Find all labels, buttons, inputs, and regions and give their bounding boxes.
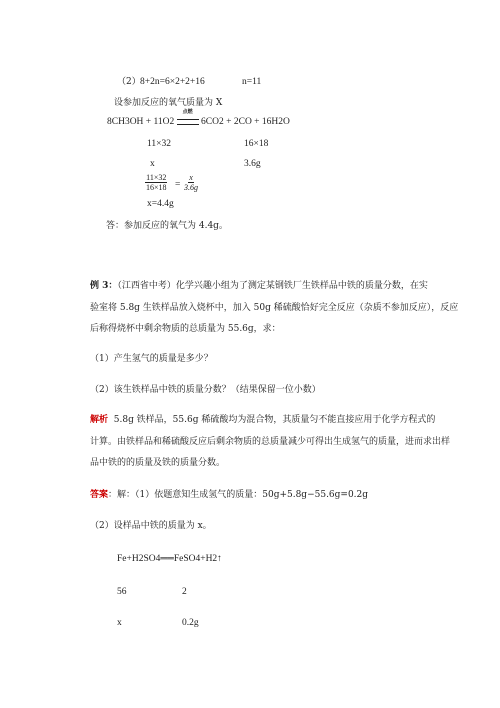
answer-tag: 答案 xyxy=(90,490,109,500)
ratio-left: 11×32 xyxy=(147,139,172,149)
answer-text: 答：参加反应的氧气为 4.4g。 xyxy=(106,221,228,231)
condition-bars xyxy=(177,119,199,125)
fraction-left-den: 16×18 xyxy=(146,183,167,192)
iron-value-left: x xyxy=(117,618,122,628)
example-line-1: （江西省中考）化学兴趣小组为了测定某钢铁厂生铁样品中铁的质量分数，在实 xyxy=(117,281,428,291)
answer-paragraph xyxy=(90,489,368,501)
example-paragraph xyxy=(90,280,428,292)
analysis-paragraph xyxy=(90,414,435,426)
iron-ratio-right: 2 xyxy=(182,587,187,597)
section-label: （2） xyxy=(117,77,141,87)
reaction-line xyxy=(107,110,290,128)
answer-line-1: ：解：（1）依题意知生成氢气的质量：50g+5.8g−55.6g=0.2g xyxy=(108,490,369,500)
analysis-tag: 解析 xyxy=(90,415,109,425)
condition-label: 点燃 xyxy=(182,110,193,115)
iron-reaction: Fe+H2SO4══FeSO4+H2↑ xyxy=(117,554,222,564)
fraction-left xyxy=(145,173,168,192)
iron-ratio-left: 56 xyxy=(117,587,127,597)
equation-text: 8+2n=6×2+2+16 xyxy=(140,77,205,87)
fraction-right xyxy=(183,173,199,192)
setup-text: 设参加反应的氧气质量为 X xyxy=(114,98,223,108)
ratio-right: 16×18 xyxy=(244,139,269,149)
example-line-3: 后称得烧杯中剩余物质的总质量为 55.6g，求： xyxy=(90,324,281,334)
equals-sign: = xyxy=(175,180,181,190)
x-result: x=4.4g xyxy=(147,199,174,209)
answer-line-2: （2）设样品中铁的质量为 x。 xyxy=(90,521,212,531)
example-tag: 例 3： xyxy=(90,281,118,291)
question-1: （1）产生氢气的质量是多少？ xyxy=(90,354,213,364)
result-text: n=11 xyxy=(242,77,262,87)
value-right: 3.6g xyxy=(244,159,261,169)
reaction-condition xyxy=(177,110,199,128)
analysis-line-2: 计算。由铁样品和稀硫酸反应后剩余物质的总质量减少可得出生成氢气的质量，进而求出样 xyxy=(90,437,451,447)
question-2: （2）该生铁样品中铁的质量分数？（结果保留一位小数） xyxy=(90,385,321,395)
analysis-line-3: 品中铁的的质量及铁的质量分数。 xyxy=(90,458,226,468)
iron-value-right: 0.2g xyxy=(182,618,199,628)
analysis-line-1: 5.8g 铁样品，55.6g 稀硫酸均为混合物，其质量匀不能直接应用于化学方程式的 xyxy=(113,415,436,425)
fraction-right-den: 3.6g xyxy=(184,183,198,192)
fraction-left-num: 11×32 xyxy=(146,173,167,182)
example-line-2: 验室将 5.8g 生铁样品放入烧杯中，加入 50g 稀硫酸恰好完全反应（杂质不参加反应），反应 xyxy=(90,303,459,313)
value-left: x xyxy=(150,159,155,169)
reaction-right: 6CO2 + 2CO + 16H2O xyxy=(201,117,290,127)
fraction-right-num: x xyxy=(189,173,193,182)
reaction-left: 8CH3OH + 11O2 xyxy=(107,117,175,127)
